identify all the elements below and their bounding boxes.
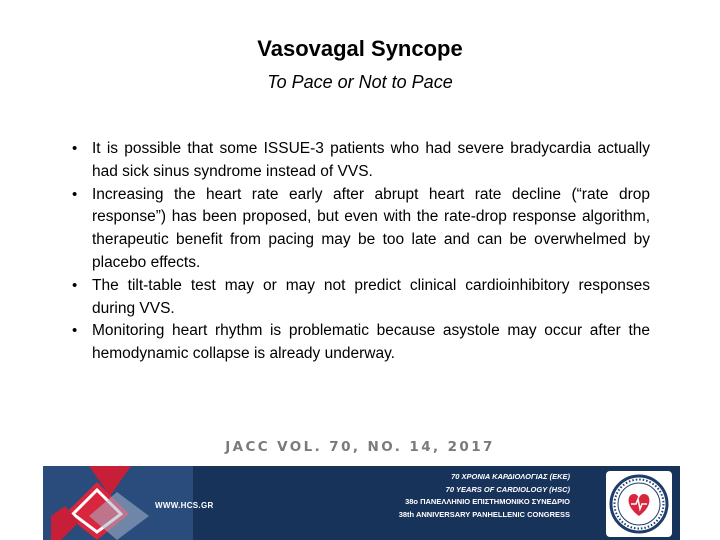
bullet-list bbox=[70, 138, 650, 366]
hellenic-cardiological-society-seal-icon bbox=[609, 474, 669, 534]
bullet-item bbox=[70, 320, 650, 366]
diamond-logo-icon bbox=[51, 466, 161, 540]
banner-line: 38ο ΠΑΝΕΛΛΗΝΙΟ ΕΠΙΣΤΗΜΟΝΙΚΟ ΣΥΝΕΔΡΙΟ bbox=[405, 497, 570, 506]
bullet-dot: • bbox=[72, 140, 78, 157]
journal-citation: JACC VOL. 70, NO. 14, 2017 bbox=[225, 439, 495, 455]
society-logo bbox=[606, 471, 672, 537]
bullet-item bbox=[70, 184, 650, 275]
website-link[interactable]: WWW.HCS.GR bbox=[155, 501, 214, 510]
bullet-dot: • bbox=[72, 276, 78, 294]
bullet-text: It is possible that some ISSUE-3 patients who had severe bradycardia actually had sick sinus syndrome instead of VVS. bbox=[92, 140, 650, 180]
bullet-item bbox=[70, 275, 650, 321]
bullet-text: Monitoring heart rhythm is problematic because asystole may occur after the hemodynamic collapse is already underway. bbox=[92, 322, 650, 363]
banner-line: 70 YEARS OF CARDIOLOGY (HSC) bbox=[445, 484, 570, 494]
slide-title: Vasovagal Syncope bbox=[257, 36, 463, 61]
congress-text bbox=[370, 471, 570, 521]
slide-subtitle: To Pace or Not to Pace bbox=[267, 72, 453, 92]
bullet-text: Increasing the heart rate early after abrupt heart rate decline (“rate drop response”) has been proposed, but even with the rate-drop response algorithm, therapeutic benefit from pacing may be too late and can be overwhelmed by placebo effects. bbox=[92, 185, 650, 271]
bullet-dot: • bbox=[72, 322, 78, 340]
bullet-item bbox=[70, 138, 650, 184]
congress-banner bbox=[43, 466, 680, 540]
bullet-text: The tilt-table test may or may not predict clinical cardioinhibitory responses during VVS. bbox=[92, 276, 650, 317]
bullet-dot: • bbox=[72, 185, 78, 203]
banner-line: 38th ANNIVERSARY PANHELLENIC CONGRESS bbox=[398, 509, 570, 519]
banner-line: 70 ΧΡΟΝΙΑ ΚΑΡΔΙΟΛΟΓΙΑΣ (ΕΚΕ) bbox=[451, 472, 570, 481]
